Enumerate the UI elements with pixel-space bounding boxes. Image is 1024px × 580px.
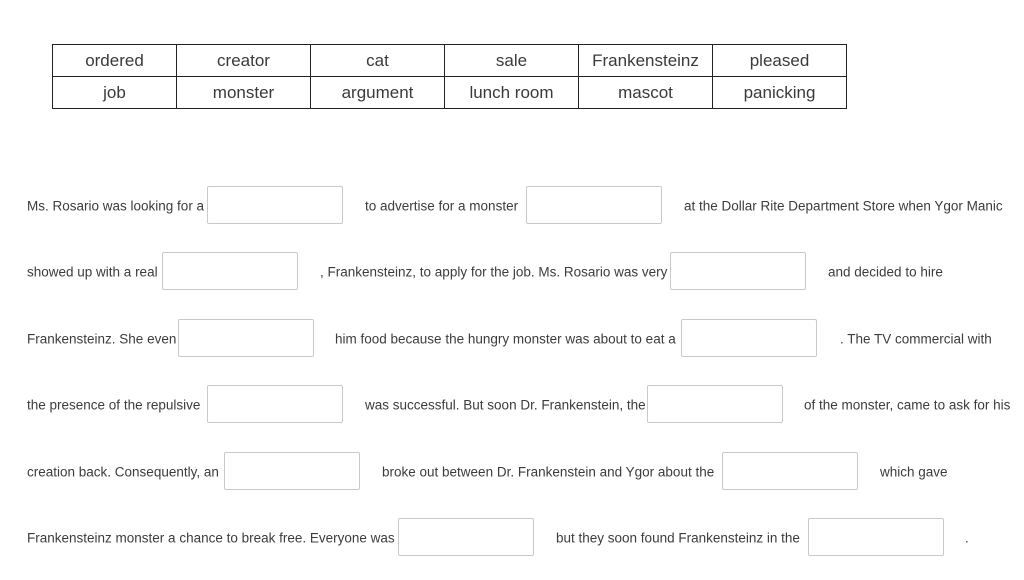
word-bank-row bbox=[53, 45, 847, 77]
passage-text: . bbox=[965, 530, 969, 546]
passage-text: Ms. Rosario was looking for a bbox=[27, 198, 205, 214]
passage-text: showed up with a real bbox=[27, 264, 158, 280]
passage-line bbox=[0, 319, 1024, 359]
word-bank-cell[interactable]: sale bbox=[445, 45, 579, 77]
blank-input-2[interactable] bbox=[526, 186, 662, 224]
word-bank-cell[interactable]: ordered bbox=[53, 45, 177, 77]
passage-text: , Frankensteinz, to apply for the job. Ms. Rosario was very bbox=[320, 264, 668, 280]
word-bank-cell[interactable]: monster bbox=[177, 77, 311, 109]
blank-input-5[interactable] bbox=[178, 319, 314, 357]
word-bank-cell[interactable]: mascot bbox=[579, 77, 713, 109]
blank-input-11[interactable] bbox=[398, 518, 534, 556]
passage-text: and decided to hire bbox=[828, 264, 943, 280]
blank-input-7[interactable] bbox=[207, 385, 343, 423]
word-bank-cell[interactable]: pleased bbox=[713, 45, 847, 77]
word-bank-cell[interactable]: panicking bbox=[713, 77, 847, 109]
blank-input-6[interactable] bbox=[681, 319, 817, 357]
passage-line bbox=[0, 452, 1024, 492]
passage-text: him food because the hungry monster was about to eat a bbox=[335, 331, 676, 347]
passage-text: which gave bbox=[880, 464, 948, 480]
word-bank-cell[interactable]: Frankensteinz bbox=[579, 45, 713, 77]
passage-text: but they soon found Frankensteinz in the bbox=[556, 530, 800, 546]
passage-text: broke out between Dr. Frankenstein and Ygor about the bbox=[382, 464, 715, 480]
blank-input-10[interactable] bbox=[722, 452, 858, 490]
passage-text: Frankensteinz monster a chance to break free. Everyone was bbox=[27, 530, 395, 546]
blank-input-9[interactable] bbox=[224, 452, 360, 490]
word-bank-row bbox=[53, 77, 847, 109]
word-bank-table bbox=[52, 44, 847, 109]
passage-line bbox=[0, 518, 1024, 558]
passage-text: of the monster, came to ask for his bbox=[804, 397, 1011, 413]
passage-line bbox=[0, 385, 1024, 425]
blank-input-1[interactable] bbox=[207, 186, 343, 224]
passage-text: creation back. Consequently, an bbox=[27, 464, 219, 480]
word-bank-cell[interactable]: creator bbox=[177, 45, 311, 77]
passage-text: . The TV commercial with bbox=[840, 331, 992, 347]
blank-input-8[interactable] bbox=[647, 385, 783, 423]
passage-text: the presence of the repulsive bbox=[27, 397, 201, 413]
passage-line bbox=[0, 252, 1024, 292]
blank-input-4[interactable] bbox=[670, 252, 806, 290]
blank-input-12[interactable] bbox=[808, 518, 944, 556]
word-bank-cell[interactable]: job bbox=[53, 77, 177, 109]
passage-text: Frankensteinz. She even bbox=[27, 331, 177, 347]
passage-line bbox=[0, 186, 1024, 226]
word-bank-cell[interactable]: lunch room bbox=[445, 77, 579, 109]
passage-text: was successful. But soon Dr. Frankenstein, the bbox=[365, 397, 646, 413]
word-bank-cell[interactable]: cat bbox=[311, 45, 445, 77]
word-bank-cell[interactable]: argument bbox=[311, 77, 445, 109]
passage-text: to advertise for a monster bbox=[365, 198, 519, 214]
passage-text: at the Dollar Rite Department Store when Ygor Manic bbox=[684, 198, 1003, 214]
blank-input-3[interactable] bbox=[162, 252, 298, 290]
